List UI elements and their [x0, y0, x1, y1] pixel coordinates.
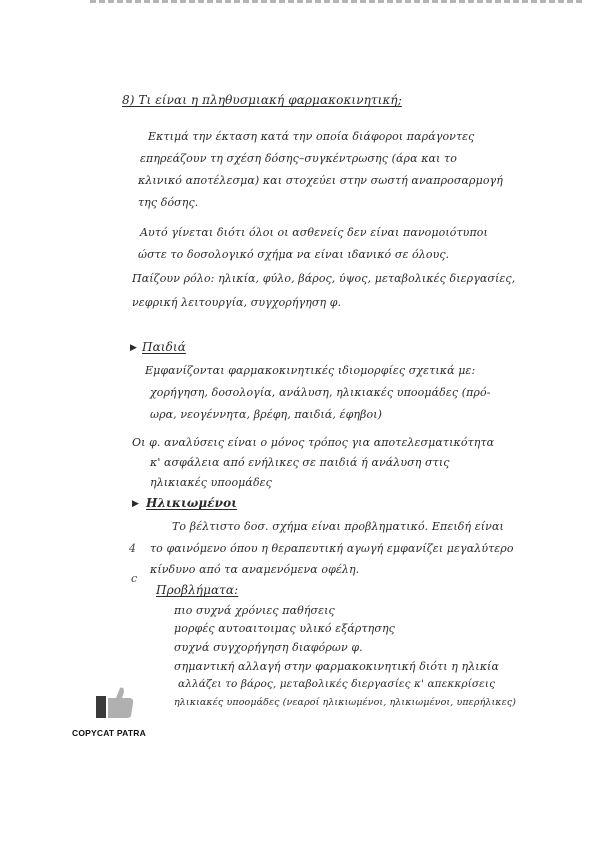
problem-item-2: μορφές αυτοαιτοιμας υλικό εξάρτησης [174, 622, 395, 635]
watermark-text: COPYCAT PATRA [72, 728, 146, 738]
problem-item-3: συχνά συγχορήγηση διαφόρων φ. [174, 641, 363, 654]
arrow-bullet-icon: ▶ [132, 499, 139, 509]
question-title: 8) Τι είναι η πληθυσμιακή φαρμακοκινητική; [122, 93, 402, 107]
problem-item-4: σημαντική αλλαγή στην φαρμακοκινητική διότι η ηλικία [174, 660, 499, 673]
reason-line-1: Αυτό γίνεται διότι όλοι οι ασθενείς δεν είναι πανομοιότυποι [140, 226, 488, 239]
elderly-heading: Ηλικιωμένοι [146, 496, 238, 510]
margin-mark-c: c [131, 572, 138, 585]
definition-line-1: Εκτιμά την έκταση κατά την οποία διάφοροι παράγοντες [148, 130, 475, 143]
definition-line-3: κλινικό αποτέλεσμα) και στοχεύει στην σωστή αναπροσαρμογή [138, 174, 503, 187]
arrow-bullet-icon: ▶ [130, 343, 137, 353]
reason-line-4: νεφρική λειτουργία, συγχορήγηση φ. [132, 296, 342, 309]
margin-mark-4: 4 [129, 542, 136, 555]
thumbs-up-icon [60, 686, 170, 726]
children-line-1: Εμφανίζονται φαρμακοκινητικές ιδιομορφίες σχετικά με: [145, 364, 476, 377]
problems-heading: Προβλήματα: [156, 583, 239, 597]
problem-item-6: ηλικιακές υποομάδες (νεαροί ηλικιωμένοι, ηλικιωμένοι, υπερήλικες) [174, 697, 517, 708]
reason-line-2: ώστε το δοσολογικό σχήμα να είναι ιδανικό σε όλους. [138, 248, 450, 261]
definition-line-2: επηρεάζουν τη σχέση δόσης–συγκέντρωσης (άρα και το [140, 152, 457, 165]
children-heading: Παιδιά [142, 340, 186, 354]
elderly-line-3: κίνδυνο από τα αναμενόμενα οφέλη. [150, 563, 360, 576]
problem-item-1: πιο συχνά χρόνιες παθήσεις [174, 604, 335, 617]
elderly-line-2: το φαινόμενο όπου η θεραπευτική αγωγή εμφανίζει μεγαλύτερο [150, 542, 514, 555]
children-line-3: ωρα, νεογέννητα, βρέφη, παιδιά, έφηβοι) [150, 408, 383, 421]
reason-line-3: Παίζουν ρόλο: ηλικία, φύλο, βάρος, ύψος, μεταβολικές διεργασίες, [132, 272, 516, 285]
children-line-2: χορήγηση, δοσολογία, ανάλυση, ηλικιακές υποομάδες (πρό- [150, 386, 491, 399]
children-note-line-2: κ' ασφάλεια από ενήλικες σε παιδιά ή ανάλυση στις [150, 456, 450, 469]
children-note-line-1: Οι φ. αναλύσεις είναι ο μόνος τρόπος για αποτελεσματικότητα [132, 436, 495, 449]
elderly-line-1: Το βέλτιστο δοσ. σχήμα είναι προβληματικό. Επειδή είναι [172, 520, 504, 533]
children-note-line-3: ηλικιακές υποομάδες [150, 476, 272, 489]
scan-edge [90, 0, 585, 3]
definition-line-4: της δόσης. [138, 196, 199, 209]
problem-item-5: αλλάζει το βάρος, μεταβολικές διεργασίες κ' απεκκρίσεις [178, 678, 496, 690]
